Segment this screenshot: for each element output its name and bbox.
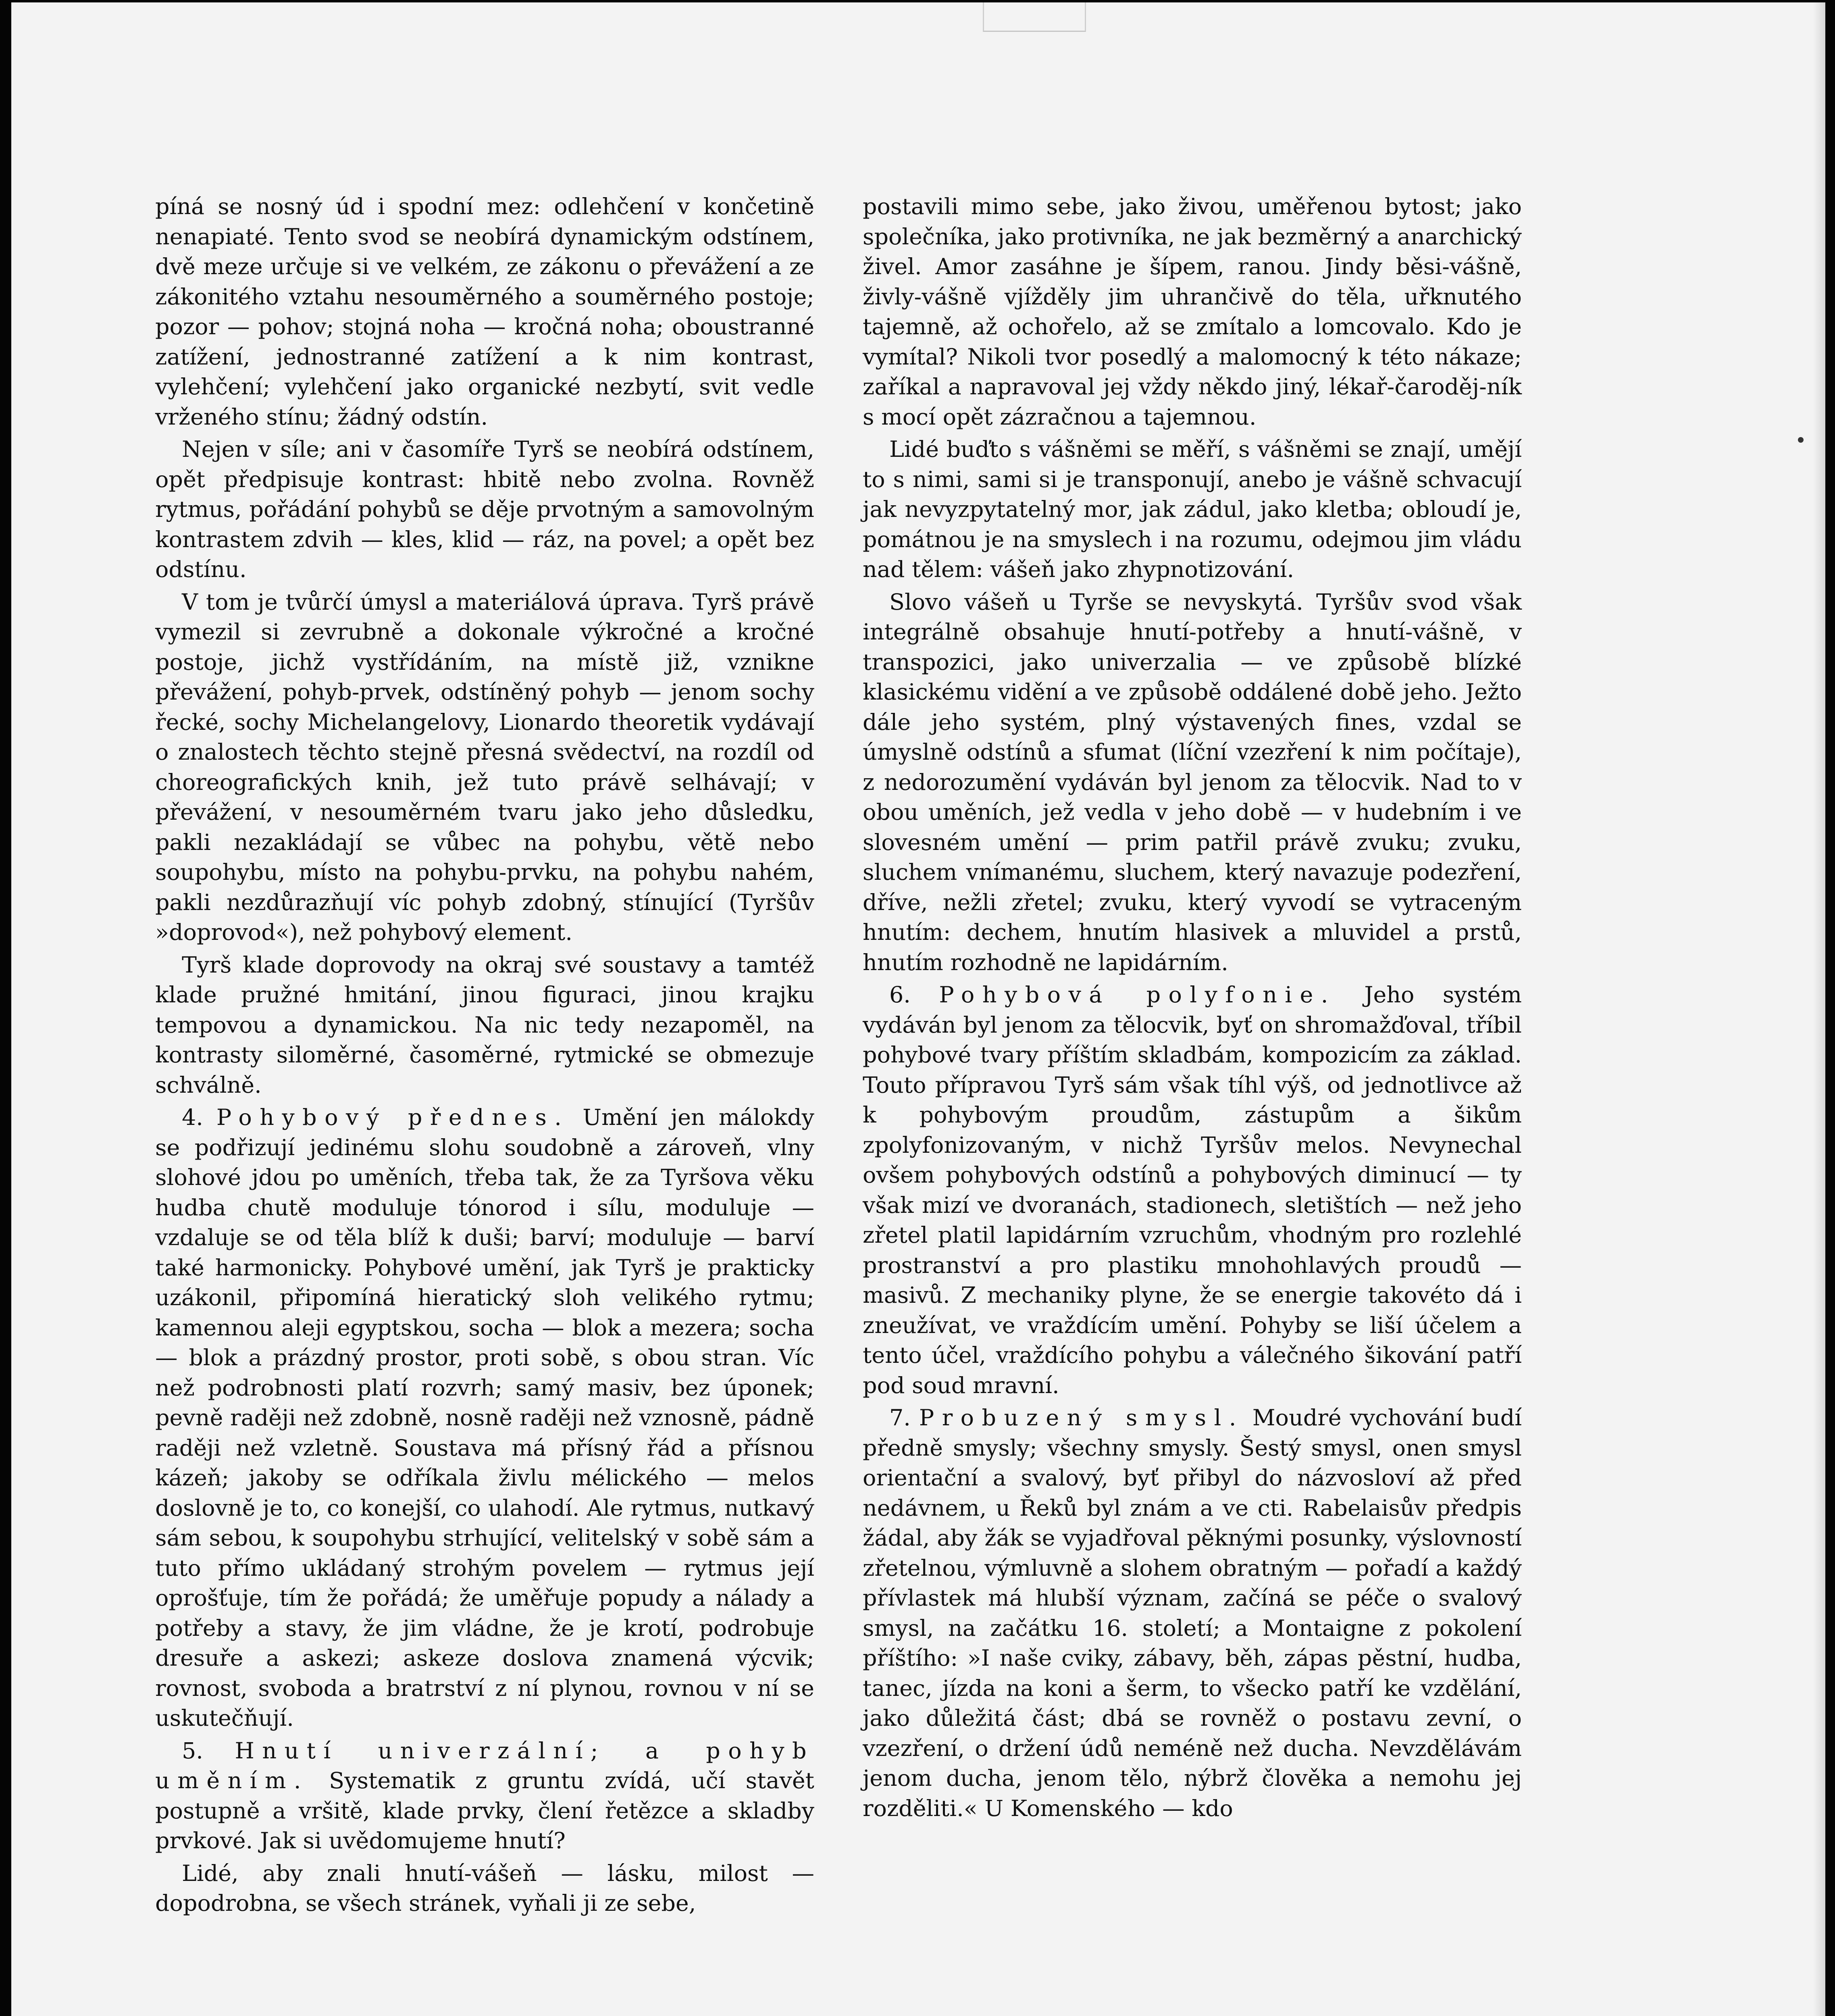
paragraph: píná se nosný úd i spodní mez: odlehčení v končetině nenapiaté. Tento svod se neobírá dynamickým odstínem, dvě meze určuje si ve velkém, ze zákonu o převážení a ze zákonitého vztahu nesouměrného a souměrného postoje; pozor — pohov; stojná noha — kročná noha; oboustranné zatížení, jednostranné zatížení a k nim kontrast, vylehčení; vylehčení jako organické nezbytí, svit vedle vrženého stínu; žádný odstín. xyxy=(155,194,814,430)
paragraph: postavili mimo sebe, jako živou, uměřenou bytost; jako společníka, jako protivníka, ne jak bezměrný a anarchický živel. Amor zasáhne je šípem, ranou. Jindy běsi-vášně, živly-vášně vjížděly jim uhrančivě do těla, uřknutého tajemně, až ochořelo, až se zmítalo a lomcovalo. Kdo je vymítal? Nikoli tvor posedlý a malomocný k této nákaze; zaříkal a napravoval jej vždy někdo jiný, lékař-čaroděj-ník s mocí opět zázračnou a tajemnou. xyxy=(863,194,1522,430)
section-title: Pohybová polyfonie. xyxy=(939,982,1336,1008)
section-paragraph: 7. Probuzený smysl. Moudré vychování budí předně smysly; všechny smysly. Šestý smysl, onen smysl orientační a svalový, byť přibyl do názvosloví až před nedávnem, u Řeků byl znám a ve cti. Rabelaisův předpis žádal, aby žák se vyjadřoval pěknými posunky, výslovností zřetelnou, výmluvně a slohem obratným — pořadí a každý přívlastek má hlubší význam, začíná se péče o svalový smysl, na začátku 16. století; a Montaigne z pokolení příštího: »I naše cviky, zábavy, běh, zápas pěstní, hudba, tanec, jízda na koni a šerm, to všecko patří ke vzdělání, jako důležitá část; dbá se rovněž o postavu zevní, o vzezření, o držení údů neméně než ducha. Nevzdělávám jenom ducha, jenom tělo, nýbrž člověka a nemohu jej rozděliti.« U Komenského — kdo xyxy=(863,1405,1522,1822)
paragraph: Slovo vášeň u Tyrše se nevyskytá. Tyršův svod však integrálně obsahuje hnutí-potřeby a hnutí-vášně, v transpozici, jako univerzalia — ve způsobě blízké klasickému vidění a ve způsobě oddálené době jeho. Ježto dále jeho systém, plný výstavených fines, vzdal se úmyslně odstínů a sfumat (líční vzezření k nim počítaje), z nedorozumění vydáván byl jenom za tělocvik. Nad to v obou uměních, jež vedla v jeho době — v hudebním i ve slovesném umění — prim patřil právě zvuku; zvuku, sluchem vnímanému, sluchem, který navazuje podezření, dříve, nežli zřetel; zvuku, který vyvodí se vytraceným hnutím: dechem, hnutím hlasivek a mluvidel a prstů, hnutím rozhodně ne lapidárním. xyxy=(863,589,1522,976)
section-number: 7. xyxy=(889,1405,911,1431)
section-title: Hnutí univerzální; a pohyb uměním. xyxy=(155,1737,814,1794)
right-column xyxy=(863,192,1522,1826)
page-edge-shadow xyxy=(1813,2,1825,2016)
scan-speck xyxy=(1798,437,1804,443)
paragraph: Lidé buďto s vášněmi se měří, s vášněmi se znají, umějí to s nimi, sami si je transponují, anebo je vášně schvacují jak nevyzpytatelný mor, jak zádul, jako kletba; obloudí je, pomátnou je na smyslech i na rozumu, odejmou jim vládu nad tělem: vášeň jako zhypnotizování. xyxy=(863,436,1522,583)
section-number: 5. xyxy=(182,1737,203,1764)
paragraph: V tom je tvůrčí úmysl a materiálová úprava. Tyrš právě vymezil si zevrubně a dokonale výkročné a kročné postoje, jichž vystřídáním, na místě již, vznikne převážení, pohyb-prvek, odstíněný pohyb — jenom sochy řecké, sochy Michelangelovy, Lionardo theoretik vydávají o znalostech těchto stejně přesná svědectví, na rozdíl od choreografických knih, jež tuto právě selhávají; v převážení, v nesouměrném tvaru jako jeho důsledku, pakli nezakládají se vůbec na pohybu, větě nebo soupohybu, místo na pohybu-prvku, na pohybu nahém, pakli nezdůrazňují víc pohyb zdobný, stínující (Tyršův »doprovod«), než pohybový element. xyxy=(155,589,814,946)
section-paragraph: 4. Pohybový přednes. Umění jen málokdy se podřizují jedinému slohu soudobně a zároveň, vlny slohové jdou po uměních, třeba tak, že za Tyršova věku hudba chutě moduluje tónorod i sílu, moduluje — vzdaluje se od těla blíž k duši; barví; moduluje — barví také harmonicky. Pohybové umění, jak Tyrš je prakticky uzákonil, připomíná hieratický sloh velikého rytmu; kamennou aleji egyptskou, socha — blok a mezera; socha — blok a prázdný prostor, proti sobě, s obou stran. Víc než podrobnosti platí rozvrh; samý masiv, bez úponek; pevně raději než zdobně, nosně raději než vznosně, pádně raději než vzletně. Soustava má přísný řád a přísnou kázeň; jakoby se odříkala živlu mélického — melos doslovně je to, co konejší, co ulahodí. Ale rytmus, nutkavý sám sebou, k soupohybu strhující, velitelský v sobě sám a tuto přímo ukládaný strohým povelem — rytmus její oprošťuje, tím že pořádá; že uměřuje popudy a nálady a potřeby a stavy, že jim vládne, že je krotí, podrobuje dresuře a askezi; askeze doslova znamená výcvik; rovnost, svoboda a bratrství z ní plynou, rovnou v ní se uskutečňují. xyxy=(155,1104,814,1731)
section-number: 6. xyxy=(889,982,911,1008)
section-title: Pohybový přednes. xyxy=(216,1104,570,1131)
section-paragraph: 6. Pohybová polyfonie. Jeho systém vydáván byl jenom za tělocvik, byť on shromažďoval, tříbil pohybové tvary příštím skladbám, kompozicím za základ. Touto přípravou Tyrš sám však tíhl výš, od jednotlivce až k pohybovým proudům, zástupům a šikům zpolyfonizovaným, v nichž Tyršův melos. Nevynechal ovšem pohybových odstínů a pohybových diminucí — ty však mizí ve dvoranách, stadionech, sletištích — než jeho zřetel platil lapidárním vzruchům, vhodným pro rozlehlé prostranství a pro plastiku mnohohlavých proudů — masivů. Z mechaniky plyne, že se energie takovéto dá i zneužívat, ve vraždícím umění. Pohyby se liší účelem a tento účel, vraždícího pohybu a válečného šikování patří pod soud mravní. xyxy=(863,982,1522,1399)
paragraph: Tyrš klade doprovody na okraj své soustavy a tamtéž klade pružné hmitání, jinou figuraci, jinou krajku tempovou a dynamickou. Na nic tedy nezapoměl, na kontrasty siloměrné, časoměrné, rytmické se obmezuje schválně. xyxy=(155,952,814,1098)
section-number: 4. xyxy=(182,1104,203,1131)
left-column xyxy=(155,192,814,1921)
section-paragraph: 5. Hnutí univerzální; a pohyb uměním. Systematik z gruntu zvídá, učí stavět postupně a vršitě, klade prvky, člení řetězce a skladby prvkové. Jak si uvědomujeme hnutí? xyxy=(155,1737,814,1854)
binding-mark xyxy=(983,2,1086,32)
book-page xyxy=(11,2,1825,2016)
section-title: Probuzený smysl. xyxy=(919,1405,1244,1431)
paragraph: Nejen v síle; ani v časomíře Tyrš se neobírá odstínem, opět předpisuje kontrast: hbitě nebo zvolna. Rovněž rytmus, pořádání pohybů se děje prvotným a samovolným kontrastem zdvih — kles, klid — ráz, na povel; a opět bez odstínu. xyxy=(155,436,814,583)
paragraph: Lidé, aby znali hnutí-vášeň — lásku, milost — dopodrobna, se všech stránek, vyňali ji ze sebe, xyxy=(155,1860,814,1916)
